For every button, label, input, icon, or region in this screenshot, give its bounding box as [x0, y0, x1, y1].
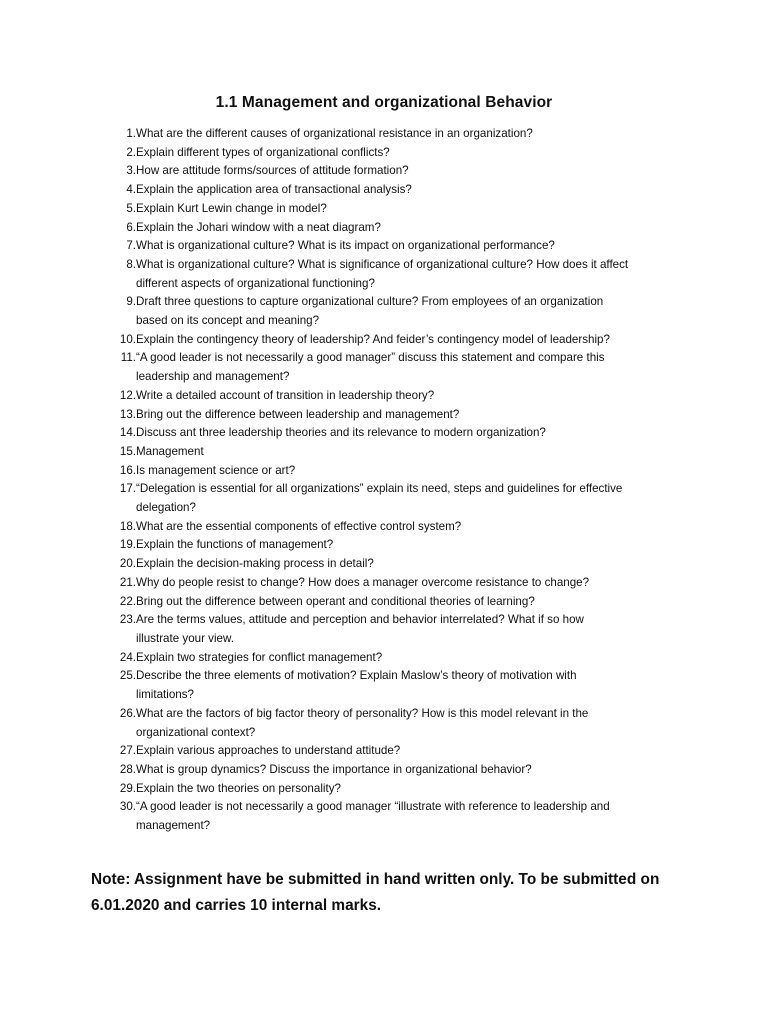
question-item — [96, 181, 696, 200]
question-text: “A good leader is not necessarily a good manager” discuss this statement and compare this leadership and management? — [136, 351, 605, 384]
question-text: What are the essential components of effective control system? — [136, 519, 462, 533]
question-number — [96, 593, 136, 612]
question-text: Explain the Johari window with a neat diagram? — [136, 220, 381, 234]
question-text: What are the different causes of organizational resistance in an organization? — [136, 127, 533, 140]
question-number-label: 24. — [119, 650, 136, 664]
question-number — [96, 555, 136, 574]
question-item — [96, 742, 696, 761]
question-item — [96, 424, 696, 443]
question-item — [96, 536, 696, 555]
question-text: Explain Kurt Lewin change in model? — [136, 201, 327, 215]
question-text: Describe the three elements of motivation? Explain Maslow’s theory of motivation with limitations? — [136, 669, 577, 702]
question-number — [96, 387, 136, 406]
question-number-label: 22. — [119, 594, 136, 608]
question-number-label: 29. — [119, 781, 136, 795]
question-number-label: 30. — [119, 800, 136, 814]
question-item — [96, 593, 696, 612]
question-number-label: 9. — [126, 295, 136, 309]
question-number — [96, 798, 136, 835]
question-text: Explain two strategies for conflict management? — [136, 650, 383, 664]
question-number-label: 13. — [119, 407, 136, 421]
question-number — [96, 518, 136, 537]
question-number — [96, 237, 136, 256]
question-item — [96, 611, 696, 648]
question-text: Are the terms values, attitude and perception and behavior interrelated? What if so how illustrate your view. — [136, 613, 584, 645]
question-number-label: 21. — [119, 575, 136, 589]
question-text: Explain the two theories on personality? — [136, 781, 341, 795]
question-number — [96, 219, 136, 238]
question-item — [96, 406, 696, 425]
question-number — [96, 443, 136, 462]
question-text: How are attitude forms/sources of attitude formation? — [136, 164, 409, 178]
question-number-label: 19. — [119, 538, 136, 552]
question-text: What is organizational culture? What is its impact on organizational performance? — [136, 239, 555, 253]
question-item — [96, 219, 696, 238]
question-number — [96, 406, 136, 425]
question-number — [96, 331, 136, 350]
question-item — [96, 125, 696, 144]
question-text: “Delegation is essential for all organizations” explain its need, steps and guidelines for effective delegation? — [136, 482, 623, 515]
question-number — [96, 480, 136, 517]
question-item — [96, 649, 696, 668]
question-item — [96, 200, 696, 219]
question-text: Explain the decision-making process in detail? — [136, 557, 374, 571]
question-number-label: 17. — [119, 482, 136, 496]
question-text: Bring out the difference between operant and conditional theories of learning? — [136, 594, 535, 608]
question-number-label: 11. — [120, 351, 136, 365]
question-text: Explain the application area of transactional analysis? — [136, 183, 412, 197]
question-list — [96, 125, 696, 836]
question-number — [96, 162, 136, 181]
question-number — [96, 181, 136, 200]
question-text: What is organizational culture? What is significance of organizational culture? How does it affect different aspects of organizational functioning? — [136, 257, 629, 290]
question-number-label: 27. — [119, 744, 136, 758]
question-number — [96, 293, 136, 330]
question-text: Discuss ant three leadership theories and its relevance to modern organization? — [136, 426, 546, 440]
question-item — [96, 144, 696, 163]
question-number — [96, 462, 136, 481]
question-number — [96, 144, 136, 163]
question-text: Management — [136, 444, 204, 458]
question-number-label: 25. — [119, 669, 136, 683]
question-number — [96, 424, 136, 443]
question-text: Why do people resist to change? How does a manager overcome resistance to change? — [136, 575, 590, 589]
question-text: What are the factors of big factor theory of personality? How is this model relevant in the organizational context? — [136, 706, 589, 739]
question-number-label: 5. — [126, 201, 136, 215]
question-number-label: 26. — [119, 706, 136, 720]
question-number-label: 15. — [119, 444, 136, 458]
question-number-label: 2. — [126, 145, 136, 159]
page-title: 1.1 Management and organizational Behavior — [215, 94, 553, 111]
question-item — [96, 387, 696, 406]
question-item — [96, 349, 696, 386]
question-text: What is group dynamics? Discuss the importance in organizational behavior? — [136, 762, 532, 776]
question-number-label: 20. — [119, 557, 136, 571]
question-item — [96, 574, 696, 593]
question-number — [96, 611, 136, 648]
question-number — [96, 667, 136, 704]
question-number — [96, 536, 136, 555]
question-number-label: 8. — [126, 257, 136, 271]
question-number-label: 28. — [119, 762, 136, 776]
question-number-label: 12. — [119, 388, 136, 402]
question-number — [96, 125, 136, 144]
question-item — [96, 256, 696, 293]
question-item — [96, 331, 696, 350]
question-number-label: 4. — [126, 183, 136, 197]
question-item — [96, 780, 696, 799]
question-item — [96, 705, 696, 742]
question-number-label: 10. — [119, 332, 136, 346]
question-item — [96, 761, 696, 780]
question-number-label: 1. — [126, 127, 136, 140]
question-number-label: 23. — [119, 613, 136, 627]
submission-note: Note: Assignment have be submitted in hand written only. To be submitted on 6.01.2020 and carries 10 internal marks. — [91, 871, 660, 914]
question-item — [96, 555, 696, 574]
question-number-label: 3. — [126, 164, 136, 178]
question-number — [96, 705, 136, 742]
question-text: Explain the contingency theory of leadership? And feider’s contingency model of leadership? — [136, 332, 610, 346]
question-text: “A good leader is not necessarily a good manager “illustrate with reference to leadership and management? — [136, 800, 610, 833]
question-text: Explain different types of organizational conflicts? — [136, 145, 390, 159]
question-number — [96, 256, 136, 293]
question-number-label: 16. — [119, 463, 136, 477]
question-text: Draft three questions to capture organizational culture? From employees of an organization based on its concept and meaning? — [136, 295, 604, 328]
question-text: Bring out the difference between leadership and management? — [136, 407, 460, 421]
question-text: Write a detailed account of transition in leadership theory? — [136, 388, 435, 402]
question-number — [96, 574, 136, 593]
question-item — [96, 518, 696, 537]
question-text: Explain various approaches to understand attitude? — [136, 744, 401, 758]
question-number-label: 14. — [119, 426, 136, 440]
question-item — [96, 443, 696, 462]
question-item — [96, 237, 696, 256]
question-number-label: 6. — [126, 220, 136, 234]
question-item — [96, 162, 696, 181]
question-item — [96, 462, 696, 481]
question-item — [96, 667, 696, 704]
question-number — [96, 200, 136, 219]
question-text: Is management science or art? — [136, 463, 296, 477]
question-number — [96, 649, 136, 668]
question-text: Explain the functions of management? — [136, 538, 334, 552]
question-item — [96, 798, 696, 835]
question-item — [96, 480, 696, 517]
question-number — [96, 780, 136, 799]
question-number-label: 18. — [119, 519, 136, 533]
question-number — [96, 742, 136, 761]
question-number — [96, 761, 136, 780]
question-number-label: 7. — [126, 239, 136, 253]
question-item — [96, 293, 696, 330]
question-number — [96, 349, 136, 386]
